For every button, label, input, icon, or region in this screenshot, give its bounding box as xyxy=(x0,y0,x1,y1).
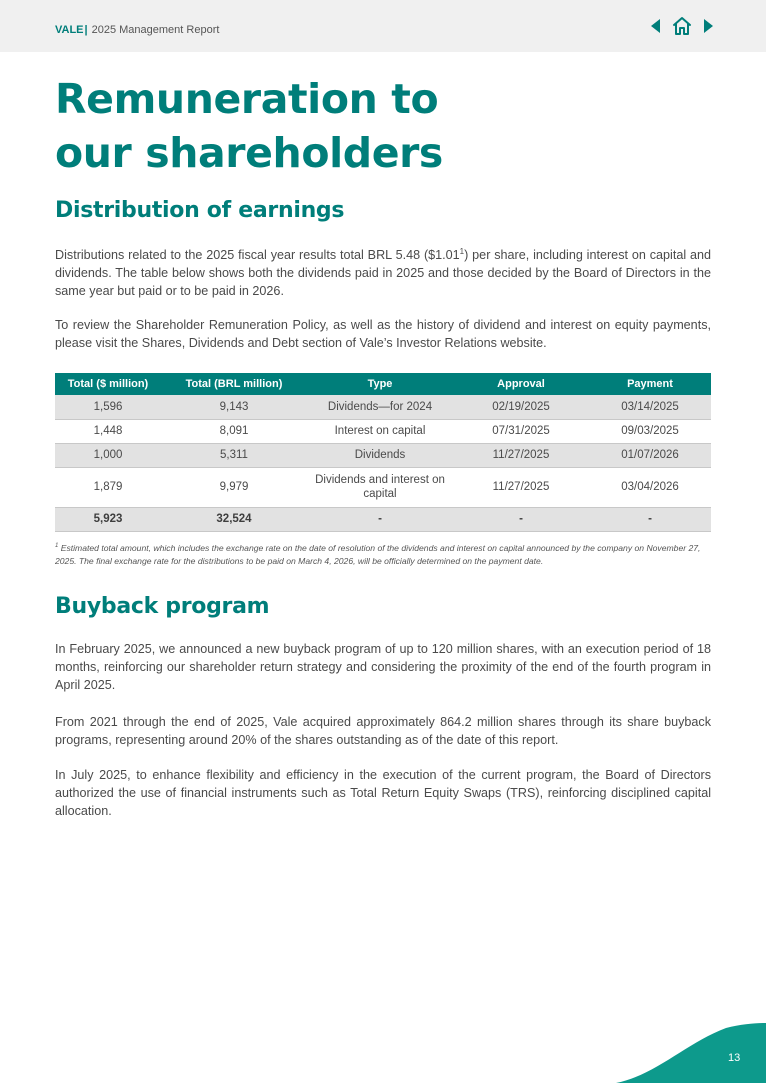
table-row xyxy=(55,443,711,467)
distribution-paragraph-2: To review the Shareholder Remuneration Policy, as well as the history of dividend and interest on equity payments, please visit the Shares, Dividends and Debt section of Vale’s Investor Relations website. xyxy=(55,318,711,350)
triangle-right-icon xyxy=(703,19,713,33)
header-approval: Approval xyxy=(453,373,589,395)
page-title-line-1: Remuneration to xyxy=(55,75,439,123)
header-total-usd: Total ($ million) xyxy=(55,373,161,395)
distribution-paragraph-1-text: Distributions related to the 2025 fiscal year results total BRL 5.48 ($1.01 xyxy=(55,248,460,263)
cell-type: Interest on capital xyxy=(307,419,453,443)
page-number: 13 xyxy=(728,1052,741,1064)
total-type: - xyxy=(307,507,453,531)
home-button[interactable] xyxy=(669,14,695,38)
total-usd: 5,923 xyxy=(55,507,161,531)
distribution-heading: Distribution of earnings xyxy=(55,198,345,223)
buyback-heading: Buyback program xyxy=(55,594,270,619)
header-total-brl: Total (BRL million) xyxy=(161,373,307,395)
cell-type: Dividends xyxy=(307,443,453,467)
cell-payment: 03/04/2026 xyxy=(589,467,711,507)
corner-wave-decoration xyxy=(616,1023,766,1083)
table-footnote xyxy=(55,540,715,568)
brand-name: VALE xyxy=(55,24,84,36)
header-payment: Payment xyxy=(589,373,711,395)
footnote-marker: 1 xyxy=(55,543,59,549)
home-icon xyxy=(671,15,693,37)
cell-approval: 07/31/2025 xyxy=(453,419,589,443)
report-breadcrumb xyxy=(55,24,219,36)
table-row xyxy=(55,467,711,507)
footnote-reference: 1 xyxy=(459,247,465,256)
table-row xyxy=(55,395,711,419)
cell-total-usd: 1,596 xyxy=(55,395,161,419)
triangle-left-icon xyxy=(651,19,661,33)
cell-type-text: Dividends and interest on capital xyxy=(315,474,445,500)
distribution-paragraph-1-text-end: ) per share, including interest on capital and dividends. The table below shows both the dividends paid in 2025 and those decided by the Board of Directors in the same year but paid or to be paid in 2026. xyxy=(55,248,712,299)
page-title xyxy=(55,72,655,180)
buyback-paragraph-3: In July 2025, to enhance flexibility and efficiency in the execution of the current program, the Board of Directors authorized the use of financial instruments such as Total Return Equity Swaps (TRS), reinforcing disciplined capital allocation. xyxy=(55,768,711,818)
brand-separator: | xyxy=(84,24,88,36)
cell-total-brl: 5,311 xyxy=(161,443,307,467)
total-payment: - xyxy=(589,507,711,531)
cell-payment: 01/07/2026 xyxy=(589,443,711,467)
table-header-row xyxy=(55,373,711,395)
report-title: 2025 Management Report xyxy=(91,24,220,36)
distribution-table xyxy=(55,373,711,532)
footnote-text: Estimated total amount, which includes the exchange rate on the date of resolution of the dividends and interest on capital announced by the company on November 27, 2025. The final exchange rate for the distributions to be paid on March 4, 2026, will be officially determined on the payment date. xyxy=(55,542,701,566)
page-title-line-2: our shareholders xyxy=(55,129,443,177)
cell-total-brl: 9,979 xyxy=(161,467,307,507)
cell-payment: 09/03/2025 xyxy=(589,419,711,443)
cell-type xyxy=(307,467,453,507)
previous-page-button[interactable] xyxy=(648,14,664,38)
distribution-paragraph-1 xyxy=(55,243,711,300)
cell-approval: 02/19/2025 xyxy=(453,395,589,419)
cell-approval: 11/27/2025 xyxy=(453,443,589,467)
header-bar xyxy=(0,0,766,52)
cell-total-brl: 9,143 xyxy=(161,395,307,419)
next-page-button[interactable] xyxy=(700,14,716,38)
buyback-paragraph-1: In February 2025, we announced a new buyback program of up to 120 million shares, with an execution period of 18 months, reinforcing our shareholder return strategy and considering the proximity of the end of the fourth program in April 2025. xyxy=(55,642,711,692)
cell-approval: 11/27/2025 xyxy=(453,467,589,507)
cell-total-usd: 1,448 xyxy=(55,419,161,443)
table-total-row xyxy=(55,507,711,531)
cell-total-brl: 8,091 xyxy=(161,419,307,443)
cell-type: Dividends—for 2024 xyxy=(307,395,453,419)
cell-total-usd: 1,879 xyxy=(55,467,161,507)
total-brl: 32,524 xyxy=(161,507,307,531)
total-approval: - xyxy=(453,507,589,531)
cell-payment: 03/14/2025 xyxy=(589,395,711,419)
buyback-paragraph-2: From 2021 through the end of 2025, Vale acquired approximately 864.2 million shares through its share buyback programs, representing around 20% of the shares outstanding as of the date of this report. xyxy=(55,715,711,747)
cell-total-usd: 1,000 xyxy=(55,443,161,467)
table-row xyxy=(55,419,711,443)
header-type: Type xyxy=(307,373,453,395)
